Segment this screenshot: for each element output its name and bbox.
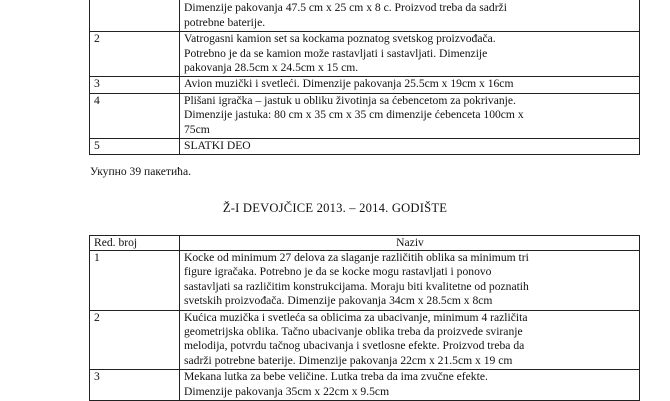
row-number: 2 [90,32,180,77]
table-row [90,77,640,93]
column-header-name: Naziv [180,236,640,251]
description-line: potrebne baterije. [184,15,266,29]
row-description [180,0,640,32]
table-row [90,93,640,138]
table-row [90,139,640,155]
description-line: Mekana lutka za bebe veličine. Lutka treba da ima zvučne efekte. [184,370,488,384]
row-number: 3 [90,77,180,93]
items-table-bottom [89,235,640,401]
row-number: 4 [90,93,180,138]
table-header-row [90,236,640,251]
description-line: Potrebno je da se kamion može rastavljati i sastavljati. Dimenzije [184,46,488,60]
package-count: Укупно 39 пакетића. [90,165,192,178]
row-description [180,32,640,77]
description-line: melodija, potvrdu tačnog ubacivanja i svetlosne efekte. Proizvod treba da [184,339,525,353]
row-description [180,93,640,138]
description-line: sastavljati sa različitim konstrukcijama. Moraju biti kvalitetne od poznatih [184,279,529,293]
table-row [90,310,640,370]
description-line: SLATKI DEO [184,139,251,153]
description-line: Dimenzije pakovanja 47.5 cm x 25 cm x 8 c. Proizvod treba da sadrži [184,1,507,15]
section-title: Ž-I DEVOJČICE 2013. – 2014. GODIŠTE [222,201,448,215]
description-line: figure igračaka. Potrebno je da se kocke mogu rastavljati i ponovo [184,265,492,279]
description-line: sadrži potrebne baterije. Dimenzije pakovanja 22cm x 21.5cm x 19 cm [184,353,513,367]
row-description [180,370,640,401]
row-description [180,251,640,311]
description-line: Dimenzije jastuka: 80 cm x 35 cm x 35 cm dimenzije ćebenceta 100cm x [184,108,524,122]
row-number: 3 [90,370,180,401]
description-line: pakovanja 28.5cm x 24.5cm x 15 cm. [184,61,359,75]
table-row [90,32,640,77]
description-line: 75cm [184,122,210,136]
description-line: Kućica muzička i svetleća sa oblicima za ubacivanje, minimum 4 različita [184,310,528,324]
items-table-top [89,0,640,155]
table-row [90,370,640,401]
row-description [180,77,640,93]
description-line: Dimenzije pakovanja 35cm x 22cm x 9.5cm [184,384,390,398]
table-row [90,251,640,311]
row-description [180,310,640,370]
table-row [90,0,640,32]
row-number [90,0,180,32]
description-line: geometrijska oblika. Tačno ubacivanje oblika treba da proizvede sviranje [184,325,523,339]
column-header-number: Red. broj [90,236,180,251]
row-description [180,139,640,155]
description-line: Plišani igračka – jastuk u obliku životinja sa ćebencetom za pokrivanje. [184,93,516,107]
row-number: 5 [90,139,180,155]
description-line: svetskih proizvođača. Dimenzije pakovanja 34cm x 28.5cm x 8cm [184,294,493,308]
description-line: Vatrogasni kamion set sa kockama poznatog svetskog proizvođača. [184,32,496,46]
row-number: 2 [90,310,180,370]
row-number: 1 [90,251,180,311]
description-line: Kocke od minimum 27 delova za slaganje različitih oblika sa minimum tri [184,251,529,264]
description-line: Avion muzički i svetleći. Dimenzije pakovanja 25.5cm x 19cm x 16cm [184,77,514,91]
